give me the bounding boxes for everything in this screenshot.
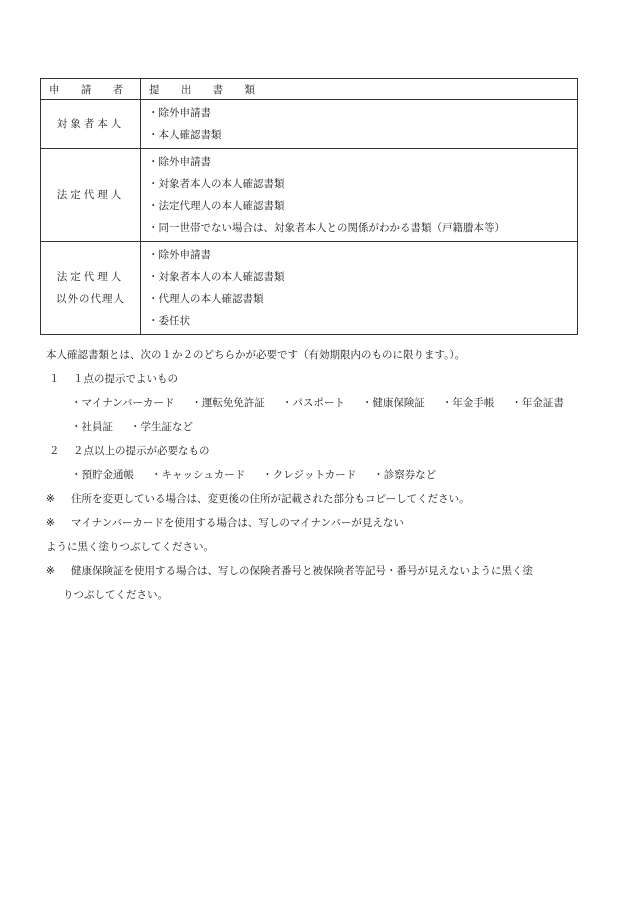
applicant-label: 法定代理人	[56, 271, 125, 283]
applicant-cell	[41, 149, 141, 242]
note-mynumber	[46, 511, 591, 535]
example-item: ・クレジットカード	[262, 469, 357, 481]
table-row	[41, 100, 578, 149]
item-text: １点の提示でよいもの	[73, 373, 178, 385]
document-item: ・除外申請書	[148, 249, 211, 261]
item-2-examples	[46, 463, 591, 487]
header-documents	[141, 79, 578, 100]
documents-cell	[141, 100, 578, 149]
applicant-label: 対象者本人	[56, 118, 125, 130]
applicant-label: 以外の代理人	[56, 293, 125, 305]
example-item: ・パスポート	[281, 397, 345, 409]
document-item: ・委任状	[148, 315, 190, 327]
table-row	[41, 242, 578, 335]
document-item: ・除外申請書	[148, 156, 211, 168]
example-item: ・預貯金通帳	[71, 469, 134, 481]
note-address-change	[46, 487, 591, 511]
header-documents-label: 提 出 書 類	[149, 83, 265, 96]
example-item: ・社員証	[71, 421, 113, 433]
header-applicant-label: 申 請 者	[49, 83, 133, 96]
example-item: ・健康保険証	[361, 397, 425, 409]
item-1-examples-cont	[46, 415, 591, 439]
note-text: 健康保険証を使用する場合は、写しの保険者番号と被保険者等記号・番号が見えないように黒く塗	[71, 565, 533, 577]
example-item: ・年金証書	[511, 397, 564, 409]
document-item: ・対象者本人の本人確認書類	[148, 271, 285, 283]
note-text: マイナンバーカードを使用する場合は、写しのマイナンバーが見えない	[71, 517, 404, 529]
applicant-cell	[41, 100, 141, 149]
note-mark: ※	[46, 565, 55, 577]
required-documents-table	[40, 78, 578, 335]
note-mynumber-cont: ように黒く塗りつぶしてください。	[46, 541, 214, 553]
header-applicant	[41, 79, 141, 100]
item-text: ２点以上の提示が必要なもの	[73, 445, 210, 457]
note-insurance-cont: りつぶしてください。	[63, 589, 168, 601]
notes-intro: 本人確認書類とは、次の１か２のどちらかが必要です（有効期限内のものに限ります。）。	[46, 349, 466, 361]
example-item: ・運転免免許証	[191, 397, 265, 409]
example-item: ・学生証など	[130, 421, 193, 433]
applicant-label: 法定代理人	[56, 189, 125, 201]
item-number: ２	[49, 445, 60, 457]
table-header-row	[41, 79, 578, 100]
note-mark: ※	[46, 517, 55, 529]
document-item: ・法定代理人の本人確認書類	[148, 200, 285, 212]
document-item: ・代理人の本人確認書類	[148, 293, 264, 305]
note-mark: ※	[46, 493, 55, 505]
example-item: ・診察券など	[373, 469, 437, 481]
note-text: 住所を変更している場合は、変更後の住所が記載された部分もコピーしてください。	[71, 493, 470, 505]
item-number: １	[49, 373, 60, 385]
example-item: ・年金手帳	[441, 397, 495, 409]
document-item: ・同一世帯でない場合は、対象者本人との関係がわかる書類（戸籍謄本等）	[148, 222, 505, 234]
document-item: ・本人確認書類	[148, 129, 222, 141]
table-row	[41, 149, 578, 242]
document-item: ・除外申請書	[148, 107, 211, 119]
documents-cell	[141, 149, 578, 242]
note-insurance	[46, 559, 591, 583]
item-1-examples	[46, 391, 591, 415]
item-1-heading	[46, 367, 591, 391]
item-2-heading	[46, 439, 591, 463]
example-item: ・マイナンバーカード	[71, 397, 175, 409]
identification-notes	[46, 343, 591, 607]
applicant-cell	[41, 242, 141, 335]
documents-cell	[141, 242, 578, 335]
document-item: ・対象者本人の本人確認書類	[148, 178, 285, 190]
example-item: ・キャッシュカード	[151, 469, 246, 481]
